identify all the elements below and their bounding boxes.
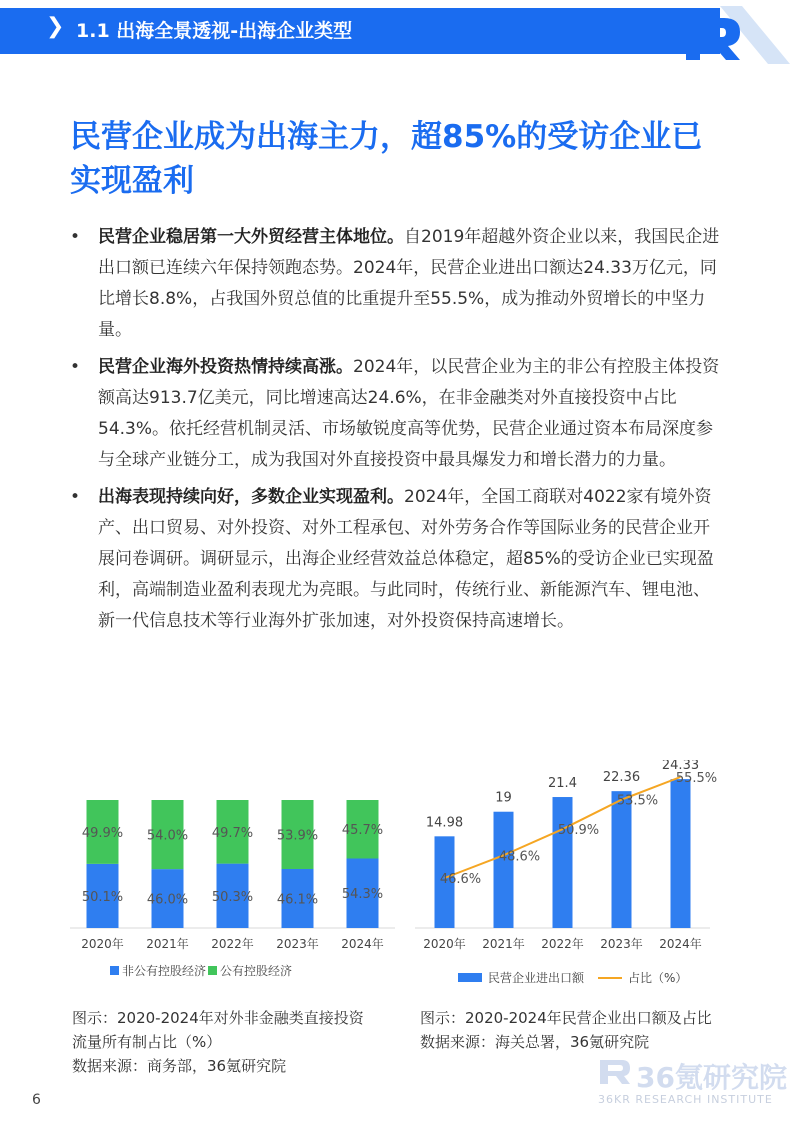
bullet-dot: •	[70, 357, 81, 377]
ownership-share-stacked-bar-chart	[60, 770, 400, 995]
watermark-text-cn: 36氪研究院	[636, 1061, 787, 1094]
data-label: 50.1%	[81, 889, 124, 905]
chart1-source: 数据来源：商务部，36氪研究院	[72, 1057, 287, 1075]
chart2-source: 数据来源：海关总署，36氪研究院	[420, 1033, 650, 1051]
bullet-dot: •	[70, 227, 81, 247]
data-label: 45.7%	[341, 823, 384, 839]
export-bar	[671, 779, 691, 928]
x-tick-label: 2023年	[600, 937, 643, 951]
bullet-text: 自2019年超越外资企业以来，我国民企进出口额已连续六年保持领跑态势。2024年，民营企业进出口额达24.33万亿元，同比增长8.8%，占我国外贸总值的比重提升至55.5%，成为推动外贸增长的中坚力量。	[98, 227, 720, 340]
bullet-dot: •	[70, 487, 81, 507]
chevron-right-icon: ❯	[46, 14, 65, 39]
bar-value-label: 14.98	[425, 815, 464, 831]
bar-value-label: 22.36	[602, 770, 641, 786]
bullet-item	[70, 222, 725, 346]
x-tick-label: 2024年	[659, 937, 702, 951]
data-label: 54.3%	[341, 887, 384, 903]
line-value-label: 48.6%	[498, 849, 541, 865]
data-label: 49.7%	[211, 825, 254, 841]
line-value-label: 55.5%	[675, 771, 718, 786]
legend-swatch	[110, 966, 119, 975]
bullet-lead: 民营企业海外投资热情持续高涨。	[98, 357, 353, 377]
x-tick-label: 2024年	[341, 937, 384, 951]
x-tick-label: 2021年	[482, 937, 525, 951]
page-header	[0, 0, 794, 60]
data-label: 53.9%	[276, 828, 319, 844]
x-tick-label: 2021年	[146, 937, 189, 951]
legend-swatch	[208, 966, 217, 975]
bullet-text: 2024年，以民营企业为主的非公有控股主体投资额高达913.7亿美元，同比增速高达24.6%，在非金融类对外直接投资中占比54.3%。依托经营机制灵活、市场敏锐度高等优势，民营企业通过资本布局深度参与全球产业链分工，成为我国对外直接投资中最具爆发力和增长潜力的力量。	[98, 357, 720, 470]
bullet-list	[70, 222, 725, 643]
legend-label: 公有控股经济	[220, 964, 293, 978]
x-tick-label: 2022年	[541, 937, 584, 951]
bullet-lead: 民营企业稳居第一大外贸经营主体地位。	[98, 227, 404, 247]
chart2-caption: 图示：2020-2024年民营企业出口额及占比	[420, 1009, 712, 1027]
chart1-caption: 图示：2020-2024年对外非金融类直接投资流量所有制占比（%）	[72, 1009, 364, 1051]
data-label: 46.0%	[146, 892, 189, 908]
bar-value-label: 19	[495, 790, 512, 806]
x-tick-label: 2020年	[423, 937, 466, 951]
page-number: 6	[32, 1092, 41, 1108]
line-value-label: 53.5%	[616, 793, 659, 809]
data-label: 50.3%	[211, 889, 254, 905]
legend-label: 占比（%）	[628, 971, 688, 985]
bar-value-label: 21.4	[548, 776, 577, 792]
x-tick-label: 2023年	[276, 937, 319, 951]
legend-label: 非公有控股经济	[122, 964, 207, 978]
export-bar	[553, 797, 573, 928]
export-bar	[612, 791, 632, 928]
x-tick-label: 2022年	[211, 937, 254, 951]
page-headline: 民营企业成为出海主力，超85%的受访企业已实现盈利	[70, 119, 703, 199]
chart1-caption-block	[72, 1006, 372, 1078]
private-export-bar-line-chart	[410, 760, 740, 995]
bullet-lead: 出海表现持续向好，多数企业实现盈利。	[98, 487, 404, 507]
line-value-label: 46.6%	[439, 872, 482, 887]
x-tick-label: 2020年	[81, 937, 124, 951]
watermark-text-en: 36KR RESEARCH INSTITUTE	[598, 1093, 773, 1106]
data-label: 46.1%	[276, 892, 319, 908]
bullet-text: 2024年，全国工商联对4022家有境外资产、出口贸易、对外投资、对外工程承包、对外劳务合作等国际业务的民营企业开展问卷调研。调研显示，出海企业经营效益总体稳定，超85%的受访企业已实现盈利，高端制造业盈利表现尤为亮眼。与此同时，传统行业、新能源汽车、锂电池、新一代信息技术等行业海外扩张加速，对外投资保持高速增长。	[98, 487, 714, 631]
line-value-label: 50.9%	[557, 823, 600, 839]
brand-logo-icon	[680, 6, 790, 64]
legend-label: 民营企业进出口额	[488, 971, 585, 985]
data-label: 54.0%	[146, 828, 189, 844]
bar-value-label: 24.33	[661, 760, 700, 774]
bullet-item	[70, 352, 725, 476]
data-label: 49.9%	[81, 825, 124, 841]
export-bar	[494, 812, 514, 928]
section-title: 1.1 出海全景透视-出海企业类型	[76, 20, 353, 42]
chart2-caption-block	[420, 1006, 750, 1054]
bullet-item	[70, 482, 725, 637]
legend-swatch	[458, 973, 482, 982]
